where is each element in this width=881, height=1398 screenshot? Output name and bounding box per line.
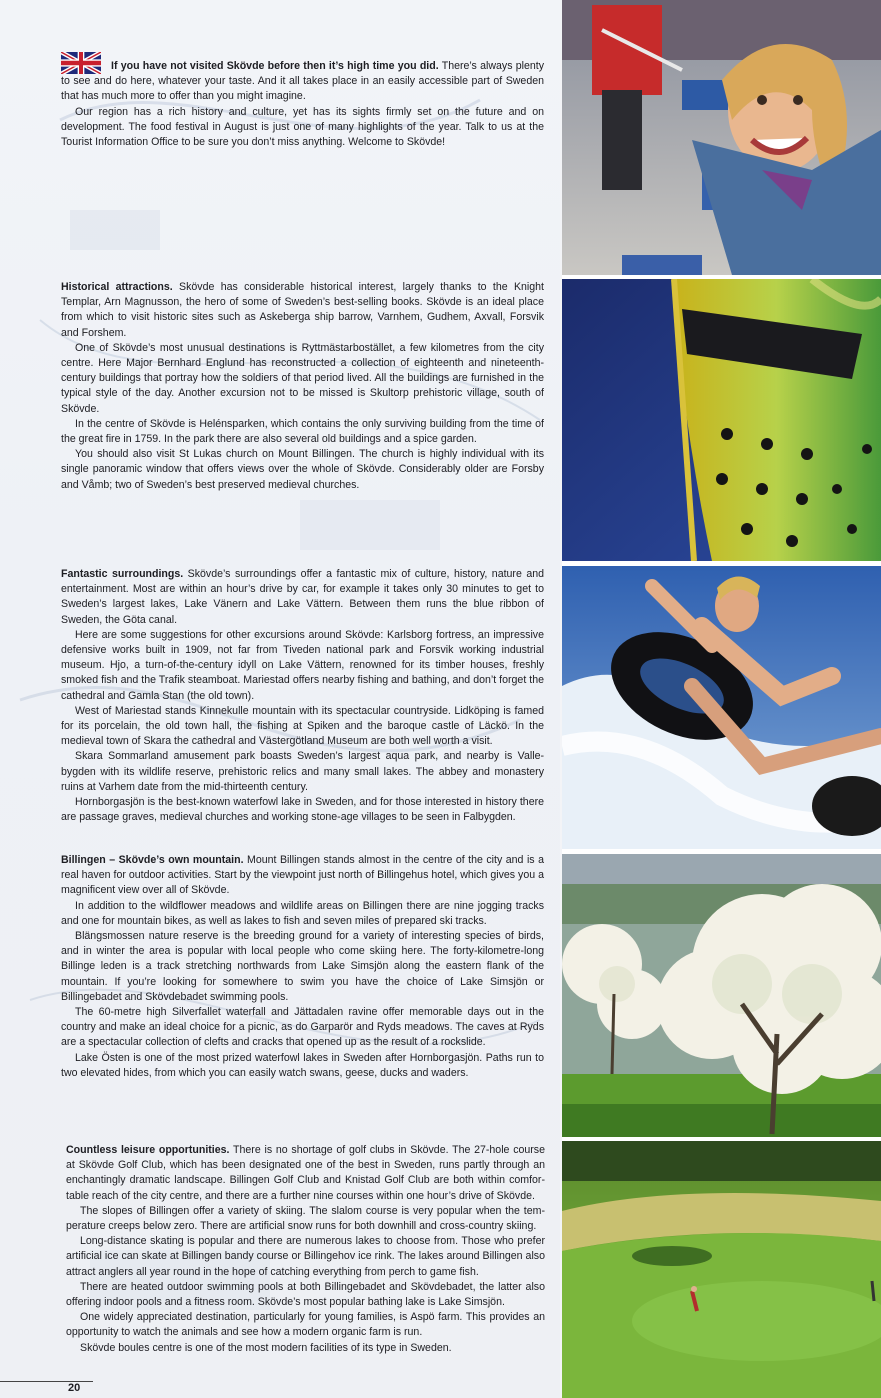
historical-p4: You should also visit St Lukas church on Mount Billingen. The church is highly individual with its single panoramic window that offers views over the whole of Skövde. Considerably older are Forsby and Våmb; two of Sweden’s best preserved medieval churches. — [61, 448, 544, 491]
surroundings-p3: West of Mariestad stands Kinnekulle mountain with its spectacular countryside. Lidköping is famed for its porcelain, the old town hall, the fishing at Spiken and the baroque castle of Läckö. In the medieval town of Skara the cathedral and Västergötland Museum are both well worth a visit. — [61, 704, 544, 748]
intro-lead-rest: There’s always plenty to see and do here, whatever your taste. And it all takes place in an easily accessible part of Sweden that has much more to offer than you might imagine. — [61, 60, 545, 103]
leisure-p1: There is no shortage of golf clubs in Skövde. The 27-hole course at Skövde Golf Club, which has been designated one of the best in Sweden, runs partly through an enchantingly dramatic landscape. Billingen Golf Club and Knistad Golf Club are both within comfortable reach of the city centre, and there are a further nine courses within one hour’s drive of Skövde. — [66, 1144, 545, 1202]
leisure-section — [66, 1143, 545, 1356]
surroundings-p5: Hornborgasjön is the best-known waterfowl lake in Sweden, and for those interested in history there are passage graves, medieval churches and working stone-age villages to be seen in Falbygden. — [61, 796, 544, 824]
page-number: 20 — [68, 1382, 81, 1394]
billingen-p5: Lake Östen is one of the most prized waterfowl lakes in Sweden after Hornborgasjön. Paths run to two elevated hides, from which you can easily watch swans, geese, ducks and waders. — [61, 1051, 544, 1079]
golf-course-photo — [562, 1141, 881, 1398]
historical-p2: One of Skövde’s most unusual destinations is Ryttmästarbostället, a few kilometres from the city centre. Here Major Bernhard Englund has reconstructed a collection of eighteenth and nineteenth-century buildings that portray how the soldiers of that period lived. All the buildings are furnished in the typical style of the day. Another excursion not to be missed is Skultorp prehistoric village, south of Skövde. — [61, 341, 544, 415]
blossom-tree-photo — [562, 854, 881, 1137]
water-slide-photo — [562, 566, 881, 849]
billingen-p4: The 60-metre high Silverfallet waterfall and Jättadalen ravine offer memorable days out in the country and make an ideal choice for a picnic, as do Garparör and Ryds meadows. The caves at Ryds are a spectacular collection of clefts and cracks that opened up as the result of a rockslide. — [61, 1006, 544, 1049]
photo-column — [562, 0, 881, 1398]
billingen-p3: Blängsmossen nature reserve is the breeding ground for a variety of interesting species of birds, and in winter the area is popular with local people who come skiing here. The forty-kilometre-long Billinge leden is a track stretching northwards from Lake Simsjön along the eastern flank of the mountain. If you’re looking for somewhere to swim you have the choice of Lake Simsjön or Billingebadet and Skövdebadet swimming pools. — [61, 930, 544, 1003]
billingen-section — [61, 853, 544, 1081]
billingen-heading: Billingen – Skövde’s own mountain. — [61, 854, 244, 866]
historical-p3: In the centre of Skövde is Helénsparken, which contains the only surviving building from the time of the great fire in 1759. In the park there are also several old buildings and a spice garden. — [61, 417, 544, 446]
historical-section — [61, 280, 544, 493]
surroundings-p1: Skövde’s surroundings offer a fantastic mix of culture, history, nature and entertainment. Most are within an hour’s drive by car, for example it takes only 30 minutes to get to Sweden’s largest lakes, Lake Vänern and Lake Vättern. Between them runs the blue ribbon of Sweden, the Göta canal. — [61, 568, 544, 626]
surroundings-section — [61, 567, 544, 825]
uk-flag-icon — [61, 52, 101, 74]
billingen-p2: In addition to the wildflower meadows and wildlife areas on Billingen there are nine jogging tracks and one for mountain bikes, as well as lakes to fish and seven miles of prepared ski tracks. — [61, 899, 544, 927]
billingen-p1: Mount Billingen stands almost in the centre of the city and is a real haven for outdoor activities. Start by the viewpoint just north of Billingehus hotel, which gives you a magnificent view over all of Skövde. — [61, 854, 544, 897]
knight-helmet-photo — [562, 279, 881, 561]
intro-section — [61, 52, 544, 150]
leisure-p6: Skövde boules centre is one of the most modern facilities of its type in Sweden. — [80, 1341, 452, 1354]
historical-heading: Historical attractions. — [61, 281, 173, 293]
leisure-p2: The slopes of Billingen offer a variety of skiing. The slalom course is very popular when the temperature creeps below zero. There are artificial snow runs for both downhill and cross-country skiing. — [66, 1204, 545, 1233]
historical-p1: Skövde has considerable historical interest, largely thanks to the Knight Templar, Arn Magnusson, the hero of some of Sweden’s best-selling books. Skövde is an ideal place from which to visit historic sites such as Askeberga ship barrow, Varnhem, Gudhem, Axvall, Forsvik and Forshem. — [61, 281, 544, 339]
leisure-p4: There are heated outdoor swimming pools at both Billingebadet and Skövdebadet, the latter also offering indoor pools and a fitness room. Skövde’s most popular bathing lake is Lake Simsjön. — [66, 1280, 545, 1309]
leisure-p5: One widely appreciated destination, particularly for young families, is Aspö farm. This provides an opportunity to watch the animals and see how a modern organic farm is run. — [66, 1311, 545, 1339]
intro-paragraph: Our region has a rich history and culture, yet has its sights firmly set on the future and on development. The food festival in August is just one of many highlights of the year. Talk to us at the Tourist Information Office to be sure you don’t miss anything. Welcome to Skövde! — [61, 105, 544, 149]
leisure-p3: Long-distance skating is popular and there are numerous lakes to choose from. Those who prefer artificial ice can skate at Billingen bandy course or Billingehov ice rink. The lakes around Billingen also attract anglers all year round in the hope of catching everything from perch to game fish. — [66, 1235, 545, 1278]
surroundings-heading: Fantastic surroundings. — [61, 568, 184, 580]
intro-lead: If you have not visited Skövde before then it’s high time you did. — [111, 60, 439, 72]
leisure-heading: Countless leisure opportunities. — [66, 1144, 230, 1156]
surroundings-p4: Skara Sommarland amusement park boasts Sweden’s largest aqua park, and nearby is Vallebygden with its wildlife reserve, prehistoric relics and many small lakes. The abbey and monastery ruins at Varhem date from the mid-thirteenth century. — [61, 750, 544, 793]
surroundings-p2: Here are some suggestions for other excursions around Skövde: Karlsborg fortress, an impressive defensive works built in 1909, not far from Tiveden national park and Forsvik working industrial museum. Hjo, a turn-of-the-century idyll on Lake Vättern, renowned for its timber houses, freshly smoked fish and the Trafik steamboat. Mariestad offers nearby fishing and bathing, and don’t forget the cathedral and Gamla Stan (the old town). — [61, 628, 544, 702]
festival-girl-photo — [562, 0, 881, 275]
